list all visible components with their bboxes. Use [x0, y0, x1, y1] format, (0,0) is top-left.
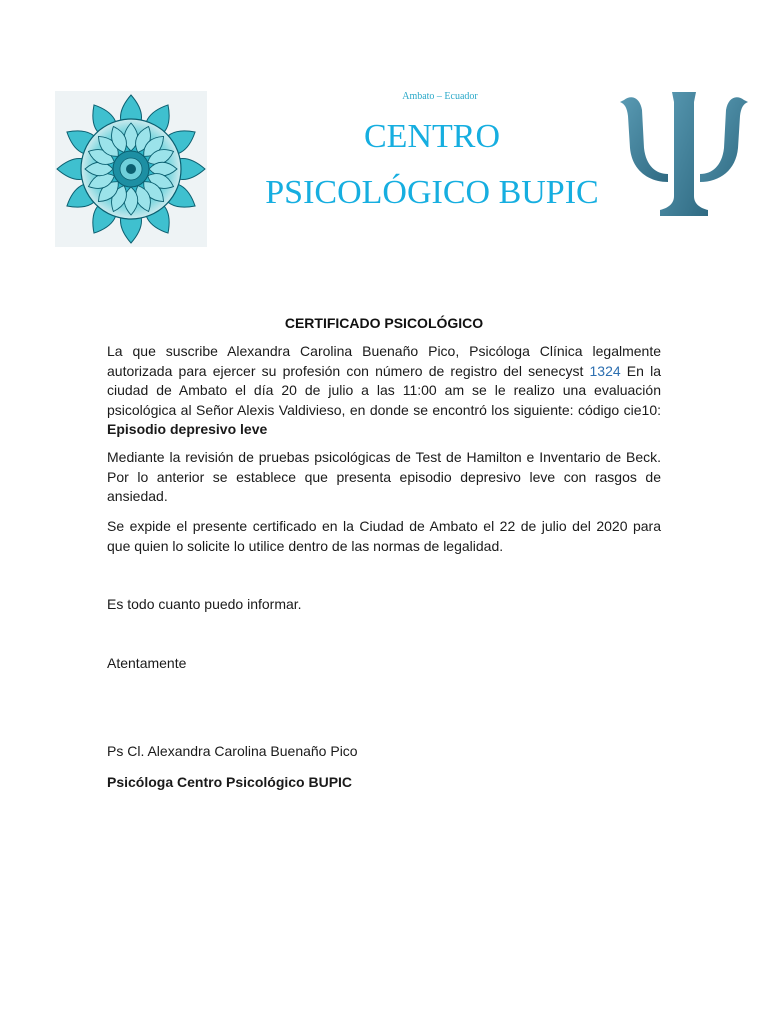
registry-number: 1324 — [589, 362, 621, 379]
psi-logo — [620, 86, 748, 222]
center-name-line1-text: CENTRO — [364, 118, 500, 155]
intro-text-start: La que suscribe Alexandra Carolina Buenaño Pico, Psicóloga Clínica legalmente autorizada para ejercer su profesión con número de registro del senecyst — [107, 343, 661, 379]
paragraph-intro — [107, 342, 661, 440]
diagnosis-text: Episodio depresivo leve — [107, 421, 268, 437]
closing-statement: Es todo cuanto puedo informar. — [107, 596, 302, 612]
signature-title: Psicóloga Centro Psicológico BUPIC — [107, 774, 353, 790]
mandala-logo-image — [55, 91, 207, 247]
intro-text-end: En la ciudad de Ambato el día 20 de julio a las 11:00 am se le realizo una evaluación psicológica al Señor Alexis Valdivieso, en donde se encontró los siguiente: código cie10: — [107, 362, 661, 418]
mandala-graphic — [55, 91, 207, 247]
psi-symbol-icon — [620, 86, 748, 222]
location-text: Ambato – Ecuador — [402, 91, 478, 102]
paragraph-issuance: Se expide el presente certificado en la Ciudad de Ambato el 22 de julio del 2020 para que quien lo solicite lo utilice dentro de las normas de legalidad. — [107, 518, 661, 554]
center-name-line2-text: PSICOLÓGICO BUPIC — [265, 174, 599, 211]
paragraph-evaluation: Mediante la revisión de pruebas psicológicas de Test de Hamilton e Inventario de Beck. Por lo anterior se establece que presenta episodio depresivo leve con rasgos de ansiedad. — [107, 449, 661, 504]
document-title: CERTIFICADO PSICOLÓGICO — [284, 315, 484, 331]
signature-name: Ps Cl. Alexandra Carolina Buenaño Pico — [107, 743, 358, 759]
regards-text: Atentamente — [107, 655, 187, 671]
